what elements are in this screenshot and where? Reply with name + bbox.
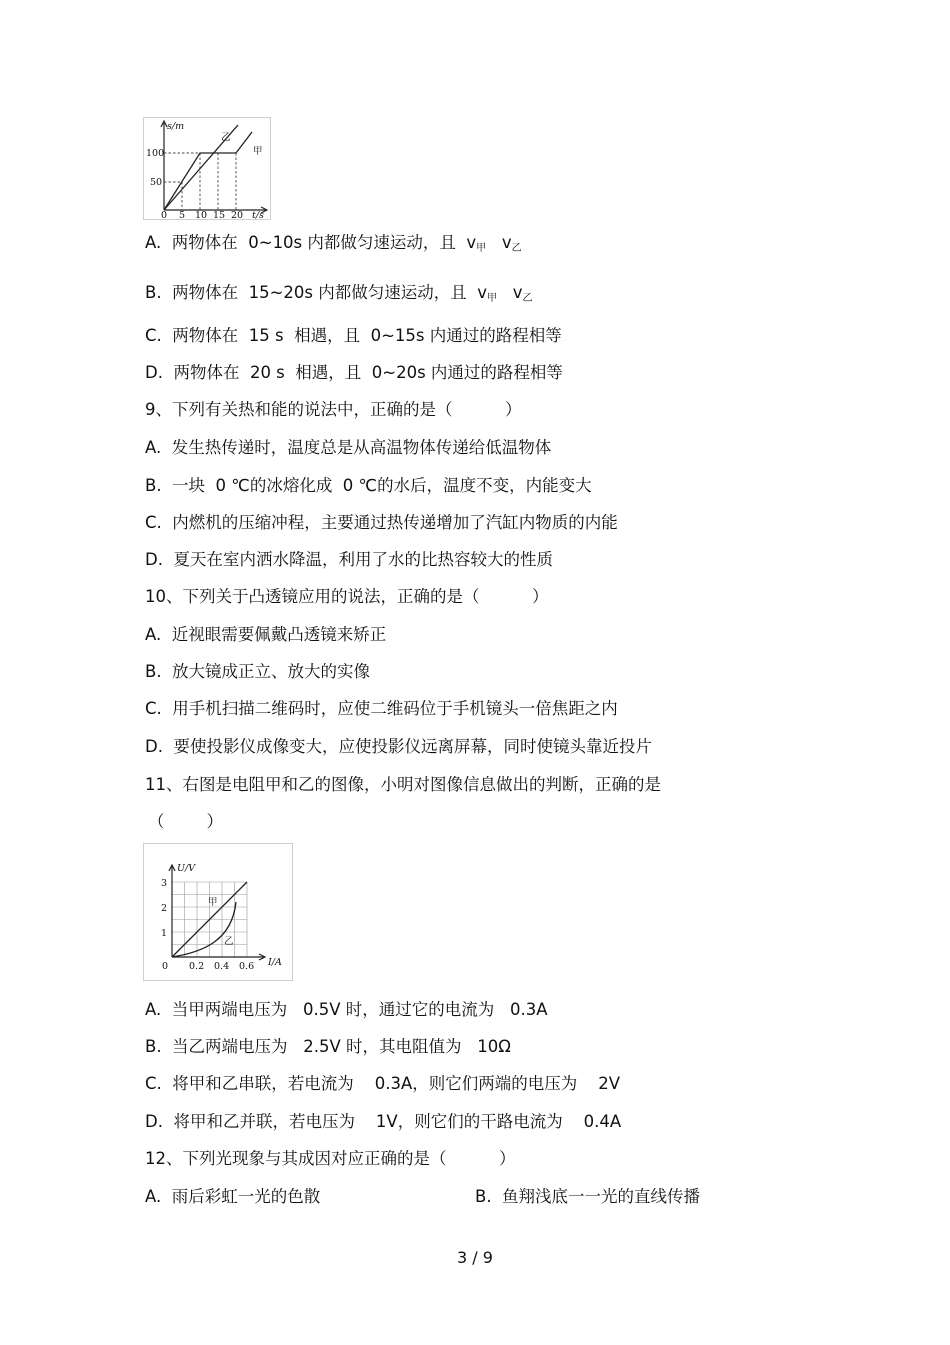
q8-option-a-text: 两物体在 0~10s 内都做匀速运动，且 v [171, 233, 477, 252]
q8-option-d-letter: D. [145, 363, 163, 382]
q8-option-d [145, 363, 563, 383]
ui-x-tick-0.2: 0.2 [189, 961, 205, 972]
ui-x-tick-0: 0 [162, 961, 169, 972]
q10-option-b: B. 放大镜成正立、放大的实像 [145, 662, 371, 681]
ui-label-yi: 乙 [224, 936, 234, 947]
st-x-label: t/s [252, 210, 264, 219]
ui-y-tick-3: 3 [161, 878, 168, 889]
figure-ui-graph [143, 843, 293, 981]
ui-y-tick-2: 2 [161, 903, 168, 914]
q11-stem: 11、右图是电阻甲和乙的图像，小明对图像信息做出的判断，正确的是 [145, 775, 661, 794]
q10-stem: 10、下列关于凸透镜应用的说法，正确的是（ ） [145, 587, 549, 606]
q11-option-d: D. 将甲和乙并联，若电压为 1V，则它们的干路电流为 0.4A [145, 1112, 622, 1131]
st-x-tick-10: 10 [195, 210, 208, 219]
page-number: 3 / 9 [457, 1248, 493, 1267]
q9-option-c: C. 内燃机的压缩冲程，主要通过热传递增加了汽缸内物质的内能 [145, 513, 618, 532]
q8-option-c [145, 326, 562, 346]
st-label-jia: 甲 [253, 146, 263, 157]
q8-option-d-text: 两物体在 20 s 相遇，且 0~20s 内通过的路程相等 [173, 363, 563, 382]
st-x-tick-0: 0 [161, 210, 168, 219]
q8-option-b-letter: B. [145, 283, 162, 302]
ui-y-tick-1: 1 [161, 928, 168, 939]
q9-option-b: B. 一块 0 ℃的冰熔化成 0 ℃的水后，温度不变，内能变大 [145, 476, 592, 495]
q11-paren: （ ） [148, 812, 223, 831]
ui-x-tick-0.4: 0.4 [214, 961, 230, 972]
q9-option-d: D. 夏天在室内洒水降温，利用了水的比热容较大的性质 [145, 550, 553, 569]
q11-option-c: C. 将甲和乙串联，若电流为 0.3A，则它们两端的电压为 2V [145, 1074, 621, 1093]
st-y-tick-100: 100 [146, 148, 165, 159]
q9-stem: 9、下列有关热和能的说法中，正确的是（ ） [145, 400, 522, 419]
q12-option-a: A. 雨后彩虹一光的色散 [145, 1187, 321, 1206]
q11-option-a: A. 当甲两端电压为 0.5V 时，通过它的电流为 0.3A [145, 1000, 548, 1019]
q8-option-c-text: 两物体在 15 s 相遇，且 0~15s 内通过的路程相等 [172, 326, 562, 345]
st-y-label: s/m [167, 121, 185, 132]
q8-option-b-text: 两物体在 15~20s 内都做匀速运动，且 v [172, 283, 487, 302]
ui-y-label: U/V [177, 863, 196, 874]
q8-option-b-mid: v [496, 283, 523, 302]
q8-option-b-sub2: 乙 [522, 293, 533, 304]
q8-option-a-mid: v [486, 233, 512, 252]
q9-option-a: A. 发生热传递时，温度总是从高温物体传递给低温物体 [145, 438, 552, 457]
q10-option-a: A. 近视眼需要佩戴凸透镜来矫正 [145, 625, 387, 644]
q12-option-b: B. 鱼翔浅底一一光的直线传播 [475, 1187, 701, 1206]
figure-st-graph [143, 117, 271, 220]
st-curve-jia [164, 132, 252, 210]
q8-option-a-letter: A. [145, 233, 162, 252]
q8-option-c-letter: C. [145, 326, 162, 345]
q8-option-a-sub1: 甲 [476, 243, 487, 254]
q8-option-b [145, 283, 532, 309]
st-x-tick-5: 5 [179, 210, 186, 219]
q8-option-b-sub1: 甲 [486, 293, 497, 304]
q10-option-c: C. 用手机扫描二维码时，应使二维码位于手机镜头一倍焦距之内 [145, 699, 618, 718]
q12-stem: 12、下列光现象与其成因对应正确的是（ ） [145, 1149, 516, 1168]
ui-x-tick-0.6: 0.6 [239, 961, 255, 972]
q11-option-b: B. 当乙两端电压为 2.5V 时，其电阻值为 10Ω [145, 1037, 511, 1056]
q8-option-a [145, 233, 522, 259]
ui-label-jia: 甲 [208, 897, 218, 908]
st-y-tick-50: 50 [150, 177, 163, 188]
q8-option-a-sub2: 乙 [511, 243, 522, 254]
st-x-tick-20: 20 [231, 210, 244, 219]
ui-x-label: I/A [268, 957, 282, 968]
q10-option-d: D. 要使投影仪成像变大，应使投影仪远离屏幕，同时使镜头靠近投片 [145, 737, 652, 756]
st-label-yi: 乙 [221, 132, 231, 143]
ui-curve-yi [172, 902, 236, 957]
st-x-tick-15: 15 [213, 210, 226, 219]
